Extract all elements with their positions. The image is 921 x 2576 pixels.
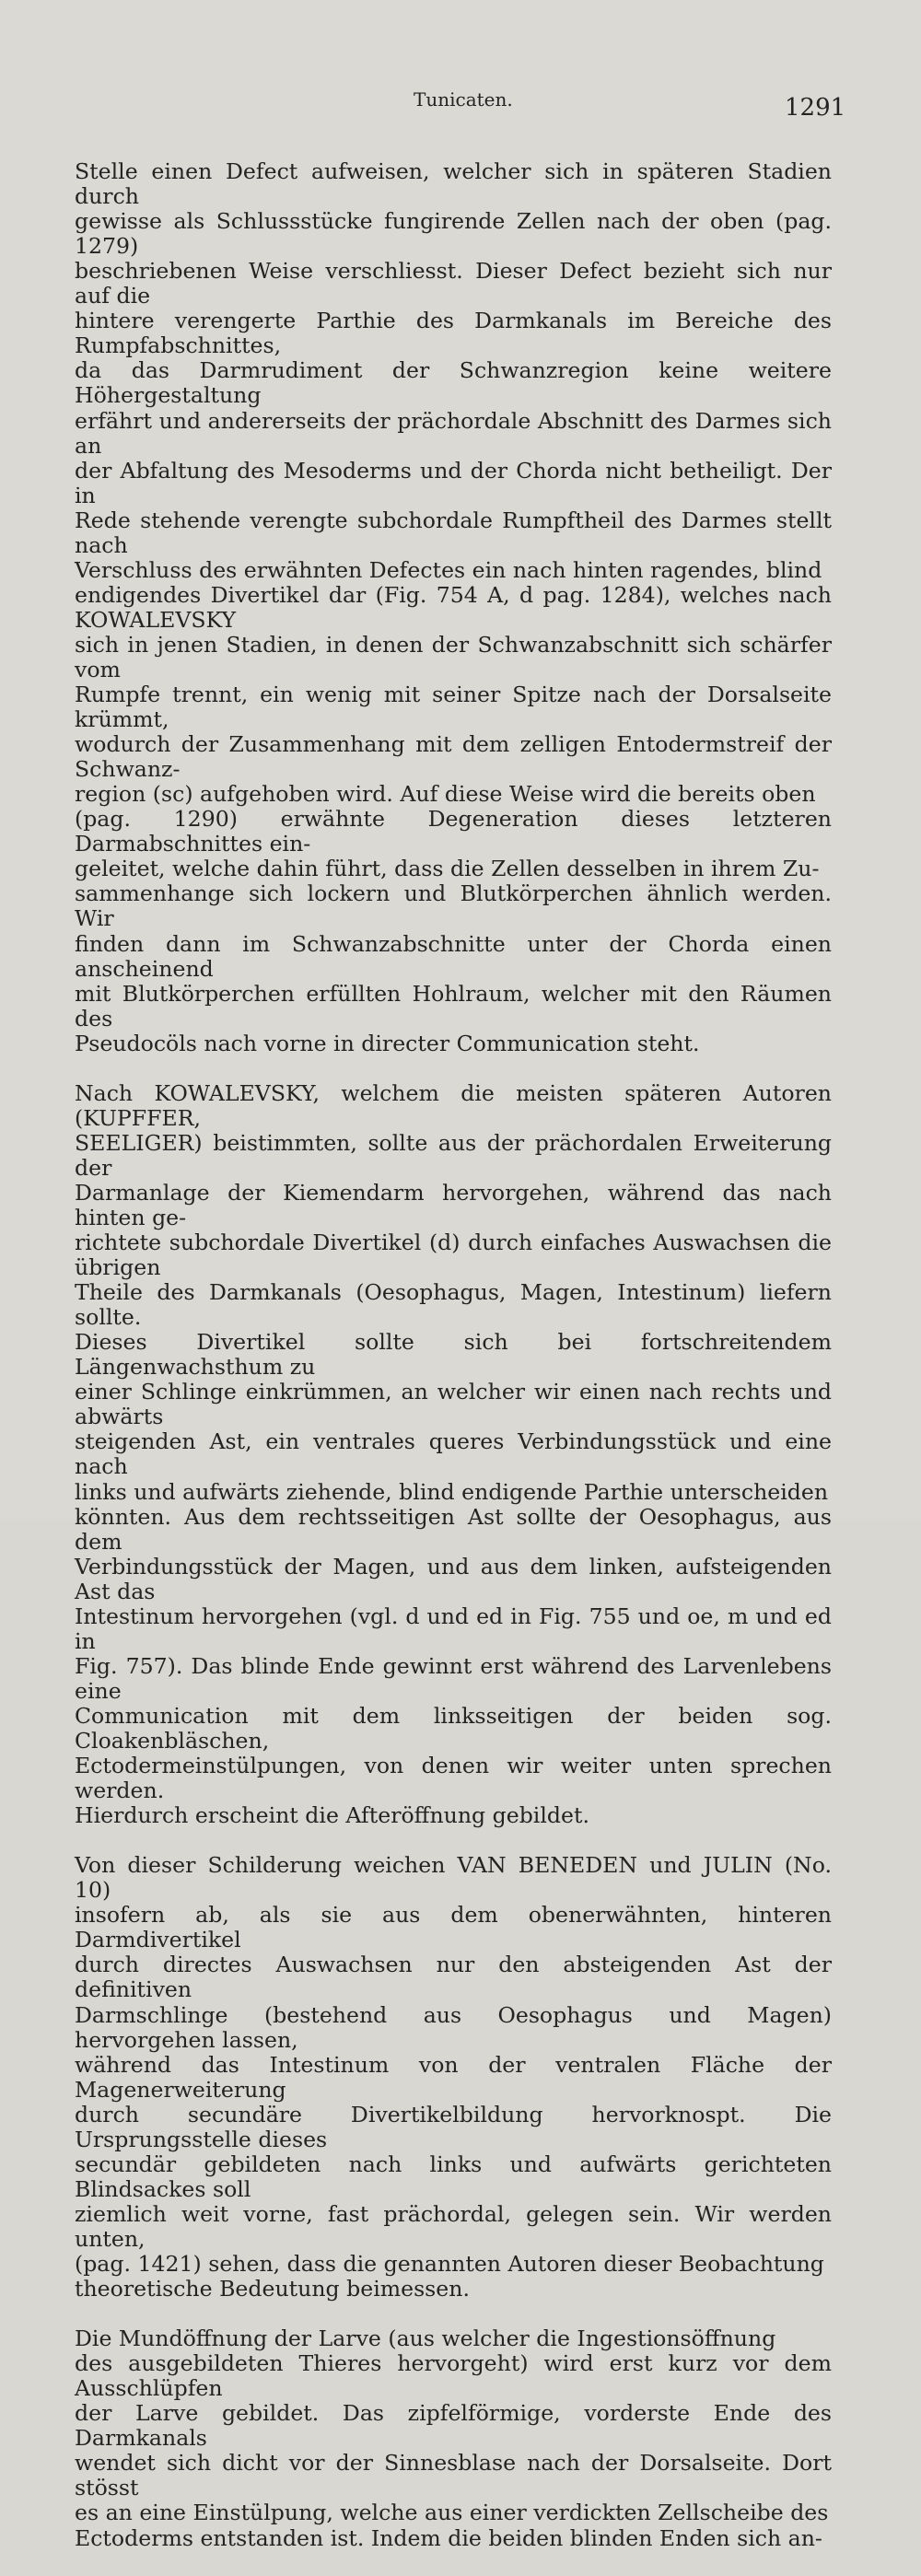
paragraph-1: Stelle einen Defect aufweisen, welcher sich in späteren Stadien durch gewisse als Schlussstücke fungirende Zellen nach der oben (pag. 1279) beschriebenen Weise verschliesst. Dieser Defect bezieht sich nur auf die hintere verengerte Parthie des Darmkanals im Bereiche des Rumpfabschnittes, da das Darmrudiment der Schwanzregion keine weitere Höhergestaltung erfährt und andererseits der prächordale Abschnitt des Darmes sich an der Abfaltung des Mesoderms und der Chorda nicht betheiligt. Der in Rede stehende verengte subchordale Rumpftheil des Darmes stellt nach Verschluss des erwähnten Defectes ein nach hinten ragendes, blind endigendes Divertikel dar (Fig. 754 A, d pag. 1284), welches nach KOWALEVSKY sich in jenen Stadien, in denen der Schwanzabschnitt sich schärfer vom Rumpfe trennt, ein wenig mit seiner Spitze nach der Dorsalseite krümmt, wodurch der Zusammenhang mit dem zelligen Entodermstreif der Schwanz- region (sc) aufgehoben wird. Auf diese Weise wird die bereits oben (pag. 1290) erwähnte Degeneration dieses letzteren Darmabschnittes ein- geleitet, welche dahin führt, dass die Zellen desselben in ihrem Zu- sammenhange sich lockern und Blutkörperchen ähnlich werden. Wir finden dann im Schwanzabschnitte unter der Chorda einen anscheinend mit Blutkörperchen erfüllten Hohlraum, welcher mit den Räumen des Pseudocöls nach vorne in directer Communication steht. bbox=[75, 158, 832, 1056]
page-number: 1291 bbox=[785, 94, 846, 122]
body-text bbox=[75, 134, 832, 2576]
paragraph-3: Von dieser Schilderung weichen VAN BENEDEN und JULIN (No. 10) insofern ab, als sie aus dem obenerwähnten, hinteren Darmdivertikel durch directes Auswachsen nur den absteigenden Ast der definitiven Darmschlinge (bestehend aus Oesophagus und Magen) hervorgehen lassen, während das Intestinum von der ventralen Fläche der Magenerweiterung durch secundäre Divertikelbildung hervorknospt. Die Ursprungsstelle dieses secundär gebildeten nach links und aufwärts gerichteten Blindsackes soll ziemlich weit vorne, fast prächordal, gelegen sein. Wir werden unten, (pag. 1421) sehen, dass die genannten Autoren dieser Beobachtung theoretische Bedeutung beimessen. bbox=[75, 1852, 832, 2302]
paragraph-4: Die Mundöffnung der Larve (aus welcher die Ingestionsöffnung des ausgebildeten Thieres hervorgeht) wird erst kurz vor dem Ausschlüpfen der Larve gebildet. Das zipfelförmige, vorderste Ende des Darmkanals wendet sich dicht vor der Sinnesblase nach der Dorsalseite. Dort stösst es an eine Einstülpung, welche aus einer verdickten Zellscheibe des Ectoderms entstanden ist. Indem die beiden blinden Enden sich an- bbox=[75, 2325, 832, 2551]
paragraph-2: Nach KOWALEVSKY, welchem die meisten späteren Autoren (KUPFFER, SEELIGER) beistimmten, sollte aus der prächordalen Erweiterung der Darmanlage der Kiemendarm hervorgehen, während das nach hinten ge- richtete subchordale Divertikel (d) durch einfaches Auswachsen die übrigen Theile des Darmkanals (Oesophagus, Magen, Intestinum) liefern sollte. Dieses Divertikel sollte sich bei fortschreitendem Längenwachsthum zu einer Schlinge einkrümmen, an welcher wir einen nach rechts und abwärts steigenden Ast, ein ventrales queres Verbindungsstück und eine nach links und aufwärts ziehende, blind endigende Parthie unterscheiden könnten. Aus dem rechtsseitigen Ast sollte der Oesophagus, aus dem Verbindungsstück der Magen, und aus dem linken, aufsteigenden Ast das Intestinum hervorgehen (vgl. d und ed in Fig. 755 und oe, m und ed in Fig. 757). Das blinde Ende gewinnt erst während des Larvenlebens eine Communication mit dem linksseitigen der beiden sog. Cloakenbläschen, Ectodermeinstülpungen, von denen wir weiter unten sprechen werden. Hierdurch erscheint die Afteröffnung gebildet. bbox=[75, 1079, 832, 1829]
page-header bbox=[0, 88, 921, 125]
running-title: Tunicaten. bbox=[414, 88, 513, 111]
